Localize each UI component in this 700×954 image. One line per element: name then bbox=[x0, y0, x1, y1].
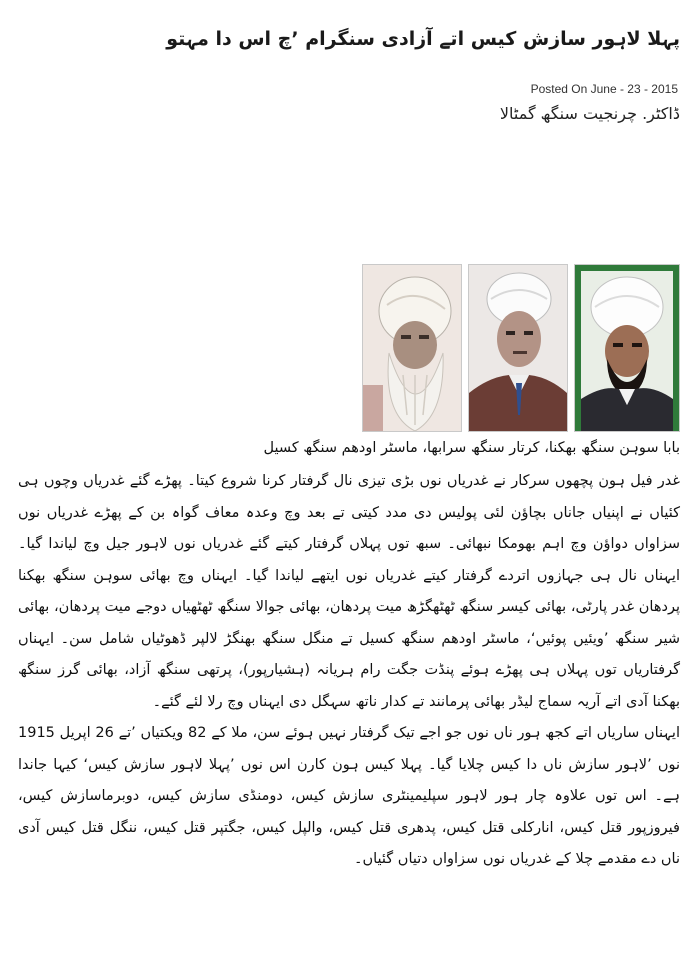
article-title: پہلا لاہور سازش کیس اتے آزادی سنگرام ’چ اس دا مہتو bbox=[166, 28, 680, 50]
photo-strip bbox=[362, 264, 680, 432]
paragraph: غدر فیل ہون پچھوں سرکار نے غدریاں نوں بڑی تیزی نال گرفتار کرنا شروع کیتا۔ پھڑے گئے غدریاں وچوں ہی کئیاں نے اپنیاں جاناں بچاؤن لئی پولیس دی مدد کیتی تے بعد وچ وعدہ معاف گواہ بن کے پھڑے غدریاں نوں سزاواں دواؤن وچ اہم بھومکا نبھائی۔ سبھ توں پہلاں گرفتار کیتے گئے غدریاں نوں لاہور جیل وچ لیاندا گیا۔ ایہناں نال ہی جہازوں اتردے گرفتار کیتے غدریاں نوں ایتھے لیاندا گیا۔ ایہناں وچ بھائی سوہن سنگھ بھکنا پردھان غدر پارٹی، بھائی کیسر سنگھ ٹھٹھگڑھ میت پردھان، بھائی جوالا سنگھ ٹھٹھیاں دوجے میت پردھان، بھائی شیر سنگھ ’ویئیں پوئیں‘، ماسٹر اودھم سنگھ کسیل تے منگل سنگھ بھنگڑ لالپر ڈھوٹیاں شامل سن۔ ایہناں گرفتاریاں توں پہلاں ہی پھڑے ہوئے پنڈت جگت رام ہریانہ (ہشیارپور)، پرتھی سنگھ آزاد، بھائی گرز سنگھ بھکنا آدی اتے آریہ سماج لیڈر بھائی پرمانند تے کدار ناتھ سہگل دی ایہناں وچ رلا لئے گئے۔ bbox=[18, 473, 680, 710]
photo-caption: بابا سوہن سنگھ بھکنا، کرتار سنگھ سرابھا، ماسٹر اودھم سنگھ کسیل bbox=[263, 440, 680, 456]
author-name: ڈاکٹر. چرنجیت سنگھ گمٹالا bbox=[499, 104, 680, 123]
article-body bbox=[18, 466, 680, 876]
photo-kartar-singh-sarabha bbox=[468, 264, 568, 432]
posted-date: Posted On June - 23 - 2015 bbox=[530, 82, 678, 96]
photo-sohan-singh-bhakna bbox=[362, 264, 462, 432]
photo-udham-singh-kasel bbox=[574, 264, 680, 432]
paragraph: ایہناں ساریاں اتے کجھ ہور ناں نوں جو اجے تیک گرفتار نہیں ہوئے سن، ملا کے 82 ویکتیاں ’تے 26 اپریل 1915 نوں ’لاہور سازش ناں دا کیس چلایا گیا۔ پہلا کیس ہون کارن اس نوں ’پہلا لاہور سازش کیس‘ کیہا جاندا ہے۔ اس توں علاوہ چار ہور لاہور سپلیمینٹری سازش کیس، دومنڈی سازش کیس، دوبرماسازش کیس، فیروزپور قتل کیس، انارکلی قتل کیس، پدھری قتل کیس، والپل کیس، جگتپر قتل کیس، ننگل قتل کیس آدی ناں دے مقدمے چلا کے غدریاں نوں سزاواں دتیاں گئیاں۔ bbox=[18, 725, 680, 867]
